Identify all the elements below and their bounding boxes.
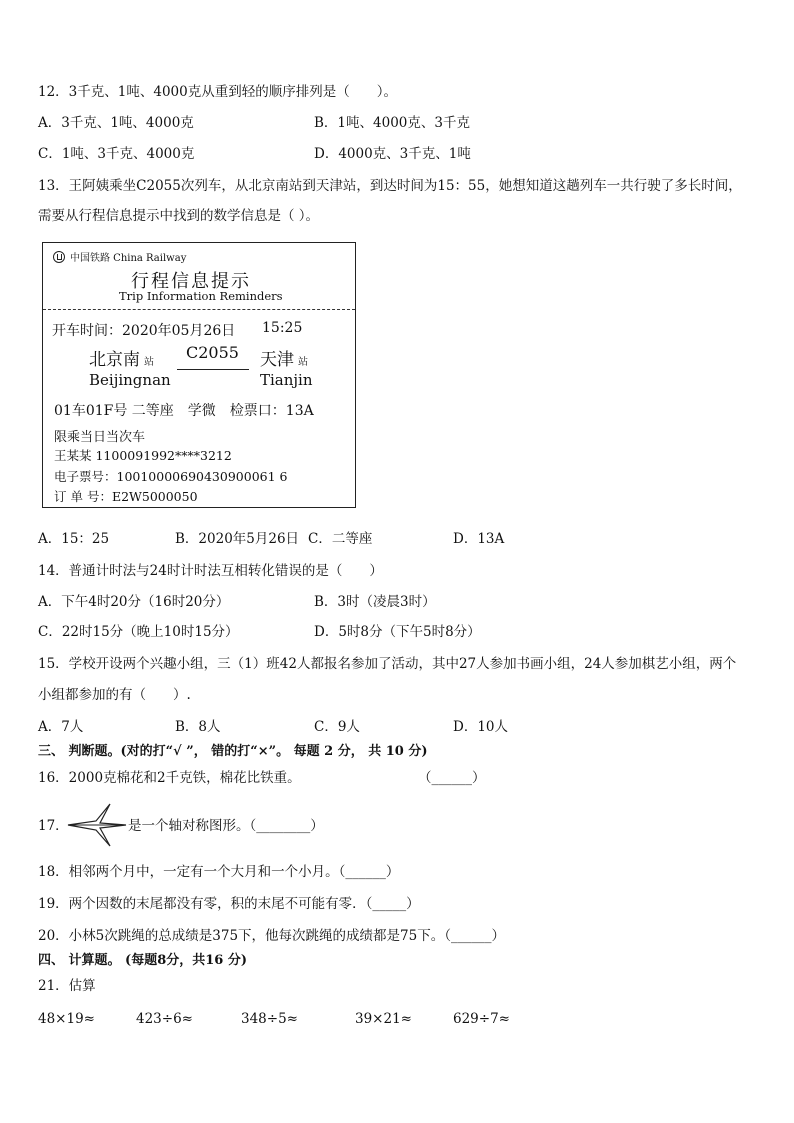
- q16-blank: （______）: [418, 770, 486, 786]
- ticket-passenger: 王某某 1100091992****3212: [54, 448, 232, 463]
- q20-text: 20．小林5次跳绳的总成绩是375下，他每次跳绳的成绩都是75下。（______）: [38, 928, 505, 944]
- ticket-from-en: Beijingnan: [89, 371, 171, 389]
- q15-stem-line1: 15．学校开设两个兴趣小组，三（1）班42人都报名参加了活动，其中27人参加书画小组，24人参加棋艺小组，两个: [38, 656, 737, 672]
- q15-option-b: B．8人: [175, 719, 221, 735]
- q21-item-3: 348÷5≈: [241, 1011, 298, 1027]
- ticket-to-cn: 天津: [260, 350, 294, 370]
- q12-option-d: D．4000克、3千克、1吨: [314, 146, 471, 162]
- ticket-from-station: [89, 345, 154, 370]
- ticket-depart-time: 15:25: [262, 320, 303, 336]
- q12-stem: 12．3千克、1吨、4000克从重到轻的顺序排列是（ ）。: [38, 84, 397, 100]
- ticket-depart-date: 开车时间：2020年05月26日: [52, 323, 236, 339]
- ticket-to-suffix: 站: [298, 357, 308, 368]
- q13-stem-line2: 需要从行程信息提示中找到的数学信息是（ ）。: [38, 208, 320, 224]
- q14-option-d: D．5时8分（下午5时8分）: [314, 624, 481, 640]
- q13-option-d: D．13A: [453, 531, 505, 547]
- q13-option-c: C．二等座: [308, 531, 373, 547]
- ticket-to-en: Tianjin: [260, 371, 313, 389]
- ticket-train-number: C2055: [186, 343, 239, 362]
- q17-text: 是一个轴对称图形。（________）: [128, 818, 324, 834]
- q12-option-b: B．1吨、4000克、3千克: [314, 115, 470, 131]
- trip-info-ticket: [42, 242, 356, 508]
- q14-option-b: B．3时（凌晨3时）: [314, 594, 436, 610]
- q21-item-4: 39×21≈: [355, 1011, 412, 1027]
- ticket-from-suffix: 站: [144, 357, 154, 368]
- ticket-title-en: Trip Information Reminders: [119, 289, 283, 303]
- ticket-seat-line: 01车01F号 二等座 学微 检票口：13A: [54, 403, 314, 419]
- section-3-heading: 三、 判断题。(对的打“√ ”， 错的打“×”。 每题 2 分， 共 10 分): [38, 744, 428, 759]
- q15-stem-line2: 小组都参加的有（ ）.: [38, 687, 191, 703]
- china-railway-logo-icon: [53, 251, 65, 263]
- ticket-note: 限乘当日当次车: [54, 430, 146, 445]
- ticket-from-cn: 北京南: [89, 350, 140, 370]
- ticket-title-cn: 行程信息提示: [131, 271, 251, 292]
- q16-text: 16．2000克棉花和2千克铁，棉花比铁重。: [38, 770, 301, 786]
- q13-option-b: B．2020年5月26日: [175, 531, 300, 547]
- q14-stem: 14．普通计时法与24时计时法互相转化错误的是（ ）: [38, 563, 383, 579]
- ticket-order-number: 订 单 号：E2W5000050: [54, 489, 198, 504]
- q21-item-2: 423÷6≈: [136, 1011, 193, 1027]
- q14-option-c: C．22时15分（晚上10时15分）: [38, 624, 239, 640]
- q21-title: 21．估算: [38, 978, 96, 994]
- ticket-to-station: [260, 345, 308, 370]
- q15-option-a: A．7人: [38, 719, 84, 735]
- ticket-eticket-number: 电子票号：10010000690430900061 6: [54, 469, 288, 484]
- q12-option-c: C．1吨、3千克、4000克: [38, 146, 195, 162]
- q21-item-5: 629÷7≈: [453, 1011, 510, 1027]
- q13-stem-line1: 13．王阿姨乘坐C2055次列车，从北京南站到天津站，到达时间为15：55，她想知道这趟列车一共行驶了多长时间，: [38, 178, 742, 194]
- q17-star-figure: [66, 802, 128, 848]
- q14-option-a: A．下午4时20分（16时20分）: [38, 594, 230, 610]
- q19-text: 19．两个因数的末尾都没有零，积的末尾不可能有零．（_____）: [38, 896, 420, 912]
- q17-number: 17．: [38, 818, 69, 834]
- q13-option-a: A．15：25: [38, 531, 110, 547]
- q12-option-a: A．3千克、1吨、4000克: [38, 115, 194, 131]
- q21-item-1: 48×19≈: [38, 1011, 95, 1027]
- q18-text: 18．相邻两个月中，一定有一个大月和一个小月。（______）: [38, 864, 400, 880]
- q15-option-d: D．10人: [453, 719, 509, 735]
- ticket-train-underline: [177, 369, 249, 370]
- ticket-brand: 中国铁路 China Railway: [70, 253, 187, 264]
- q15-option-c: C．9人: [314, 719, 360, 735]
- ticket-dashed-divider: [43, 309, 355, 310]
- section-4-heading: 四、 计算题。 (每题8分，共16 分): [38, 953, 248, 968]
